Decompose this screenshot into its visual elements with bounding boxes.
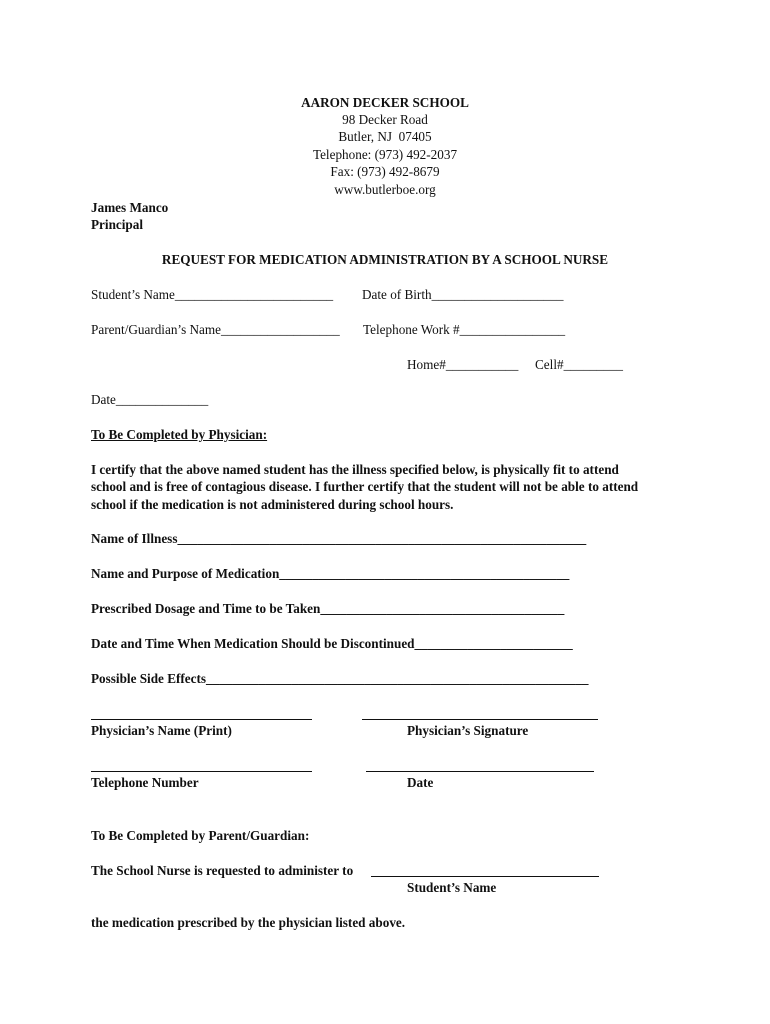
parent-name-field[interactable]: Parent/Guardian’s Name__________________	[91, 322, 340, 337]
student-name-field[interactable]: Student’s Name________________________	[91, 287, 334, 302]
physician-signature-line[interactable]	[362, 719, 598, 720]
physician-signature-label: Physician’s Signature	[407, 723, 529, 738]
dosage-field[interactable]: Prescribed Dosage and Time to be Taken_____________________________________	[91, 601, 565, 616]
form-title: REQUEST FOR MEDICATION ADMINISTRATION BY A SCHOOL NURSE	[161, 252, 609, 267]
nurse-request-line: The School Nurse is requested to administer to	[91, 863, 354, 878]
parent-section-heading: To Be Completed by Parent/Guardian:	[91, 828, 310, 843]
principal-name: James Manco	[91, 200, 169, 215]
school-city: Butler, NJ 07405	[338, 129, 432, 144]
side-effects-field[interactable]: Possible Side Effects__________________________________________________________	[91, 671, 589, 686]
telephone-work-field[interactable]: Telephone Work #________________	[363, 322, 566, 337]
medication-field[interactable]: Name and Purpose of Medication____________________________________________	[91, 566, 570, 581]
telephone-signature-line[interactable]	[91, 771, 312, 772]
closing-line: the medication prescribed by the physician listed above.	[91, 915, 406, 930]
illness-field[interactable]: Name of Illness______________________________________________________________	[91, 531, 587, 546]
cell-phone-field[interactable]: Cell#_________	[535, 357, 623, 372]
physician-name-label: Physician’s Name (Print)	[91, 723, 232, 738]
physician-name-signature-line[interactable]	[91, 719, 312, 720]
date-field[interactable]: Date______________	[91, 392, 209, 407]
physician-section-heading: To Be Completed by Physician:	[91, 427, 268, 442]
home-phone-field[interactable]: Home#___________	[407, 357, 519, 372]
student-name-label: Student’s Name	[407, 880, 497, 895]
school-fax: Fax: (973) 492-8679	[330, 164, 440, 179]
discontinued-field[interactable]: Date and Time When Medication Should be Discontinued________________________	[91, 636, 573, 651]
certification-line-3: school if the medication is not administered during school hours.	[91, 497, 454, 512]
certification-line-2: school and is free of contagious disease. I further certify that the student will not be able to attend	[91, 479, 639, 494]
student-name-signature-line[interactable]	[371, 876, 599, 877]
date-label: Date	[407, 775, 434, 790]
date-signature-line[interactable]	[366, 771, 594, 772]
school-address: 98 Decker Road	[342, 112, 428, 127]
school-name: AARON DECKER SCHOOL	[301, 95, 469, 110]
date-of-birth-field[interactable]: Date of Birth____________________	[362, 287, 564, 302]
school-website: www.butlerboe.org	[334, 182, 436, 197]
school-telephone: Telephone: (973) 492-2037	[312, 147, 458, 162]
telephone-label: Telephone Number	[91, 775, 199, 790]
certification-line-1: I certify that the above named student has the illness specified below, is physically fit to attend	[91, 462, 619, 477]
principal-title: Principal	[91, 217, 144, 232]
